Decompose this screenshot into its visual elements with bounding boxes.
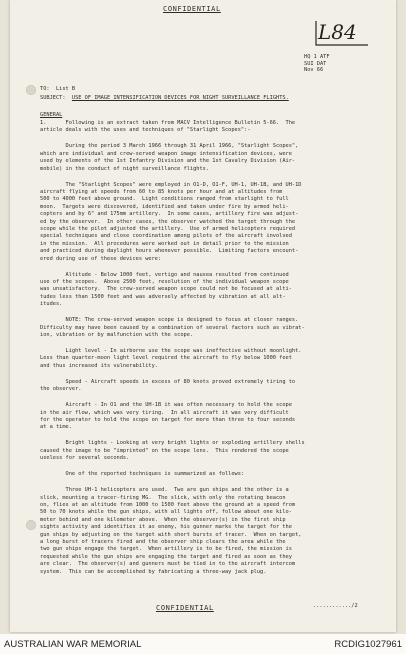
paragraph-line: ed by the observer. In other cases, the observer watched the target through the bbox=[40, 218, 296, 225]
handwritten-folio-number: L84 bbox=[318, 20, 357, 44]
paragraph-line: copters and by 6" and 175mm artillery. In some cases, artillery fire was adjust- bbox=[40, 211, 299, 218]
paragraph-line: on, flies at an altitude from 1000 to 1500 feet above the ground at a speed from bbox=[40, 502, 296, 508]
paragraph-line: Difficulty may have been caused by a combination of several factors such as vibrat- bbox=[40, 324, 305, 331]
reference-line: HQ 1 ATF bbox=[304, 54, 330, 60]
paragraph-line: 50 to 70 knots while the gun ships, with all lights off, follow about one kilo- bbox=[40, 509, 292, 516]
paragraph-line: Bright lights - Looking at very bright lights or exploding artillery shells bbox=[40, 440, 305, 447]
paragraph-line: useless for several seconds. bbox=[40, 455, 130, 462]
paragraph-line: in the mission. All procedures were worked out in detail prior to the mission bbox=[40, 240, 289, 247]
paragraph-line: The "Starlight Scopes" were employed in O1-D, O1-F, UH-1, UH-1B, and UH-1D bbox=[40, 181, 302, 188]
continuation-marker: ............/2 bbox=[313, 603, 358, 609]
reference-line: SUI DAT bbox=[304, 60, 327, 67]
paragraph-line: Aircraft - In O1 and the UH-1B it was often necessary to hold the scope bbox=[40, 402, 292, 409]
paragraph-line: scope while the pilot adjusted the artillery. Use of armed helicopters required bbox=[40, 226, 296, 232]
paragraph-line: requested while the gun ships are engaging the target and fired as soon as they bbox=[40, 553, 292, 560]
paragraph-line: at a time. bbox=[40, 424, 72, 431]
subject-text: USE OF IMAGE INTENSIFICATION DEVICES FOR NIGHT SURVEILLANCE FLIGHTS. bbox=[71, 95, 289, 101]
paragraph-line: During the period 3 March 1966 through 31 April 1966, "Starlight Scopes", bbox=[40, 143, 299, 150]
subject-line bbox=[40, 95, 289, 102]
paragraph-line: was unsatisfactory. The crew-served weapon scope could not be focused at alti- bbox=[40, 286, 292, 293]
paragraph-line: 1. Following is an extract taken from MACV Intelligence Bulletin 5-66. The bbox=[40, 120, 296, 126]
paragraph-line: and practiced during daylight hours whenever possible. Limiting factors encount- bbox=[40, 248, 299, 255]
paragraph-line: and thus increased its vulnerability. bbox=[40, 362, 158, 369]
paragraph-line: a long burst of tracers fired and the observer ship clears the area while the bbox=[40, 539, 286, 545]
paragraph-line: 500 to 4000 feet above ground. Light conditions ranged from starlight to full bbox=[40, 196, 289, 203]
paragraph-line: slick, mounting a tracer-firing MG. The slick, with only the rotating beacon bbox=[40, 494, 286, 501]
subject-label: SUBJECT: bbox=[40, 95, 66, 101]
classification-header: CONFIDENTIAL bbox=[163, 5, 221, 13]
paragraph-line: special techniques and close coordination among pilots of the aircraft involved bbox=[40, 233, 292, 240]
paragraph-line: in the air flow, which was very tiring. In all aircraft it was very difficult bbox=[40, 409, 289, 416]
paragraph-line: meter behind and one kilometer above. When the observer(s) in the first ship bbox=[40, 516, 286, 523]
paragraph-line: ered during use of these devices were: bbox=[40, 255, 162, 262]
archive-footer bbox=[0, 634, 406, 654]
archive-name: AUSTRALIAN WAR MEMORIAL bbox=[4, 639, 142, 650]
paragraph-line: itudes. bbox=[40, 301, 63, 308]
paragraph-line: system. This can be accomplished by fabricating a three-way jack plug. bbox=[40, 568, 267, 575]
paragraph-line: caused the image to be "imprinted" on the scope lens. This rendered the scope bbox=[40, 447, 289, 454]
paragraph-line: tudes less than 1500 feet and was adversely affected by vibration at all alt- bbox=[40, 293, 286, 300]
paragraph-line: Altitude - Below 1000 feet, vertigo and nausea resulted from continued bbox=[40, 271, 289, 278]
paragraph-line: Less than quarter-moon light level required the aircraft to fly below 1000 feet bbox=[40, 355, 292, 362]
section-heading-general: GENERAL bbox=[40, 112, 63, 118]
paragraph-line: two gun ships engage the target. When artillery is to be fired, the mission is bbox=[40, 546, 292, 553]
punch-hole bbox=[26, 520, 36, 530]
paragraph-line: gun ships by adjusting on the target with short bursts of tracer. When on target, bbox=[40, 531, 302, 538]
paragraph-line: sights activity and identifies it as enemy, his gunner marks the target for the bbox=[40, 524, 292, 531]
paragraph-line: Light level - In airborne use the scope was ineffective without moonlight. bbox=[40, 348, 302, 354]
archive-reference: RCDIG1027961 bbox=[334, 639, 402, 650]
reference-line: Nov 66 bbox=[304, 67, 324, 74]
paragraph-line: NOTE: The crew-served weapon scope is designed to focus at closer ranges. bbox=[40, 317, 299, 324]
reference-block bbox=[304, 54, 330, 74]
paragraph-line: are clear. The observer(s) and gunners must be tied in to the aircraft intercom bbox=[40, 561, 296, 568]
paragraph-line: Speed - Aircraft speeds in excess of 80 knots proved extremely tiring to bbox=[40, 378, 296, 385]
paragraph-line: for the operator to hold the scope on target for more than three to four seconds bbox=[40, 417, 296, 423]
to-line: TO: List B bbox=[40, 86, 76, 92]
paragraph-line: the observer. bbox=[40, 386, 82, 393]
paragraph-line: used by elements of the 1st Infantry Division and the 1st Cavalry Division (Air- bbox=[40, 158, 296, 165]
classification-footer: CONFIDENTIAL bbox=[156, 604, 214, 612]
paragraph-line: moon. Targets were discovered, identified and taken under fire by armed heli- bbox=[40, 203, 289, 210]
punch-hole bbox=[26, 85, 36, 95]
paragraph-line: use of the scopes. Above 2500 feet, resolution of the individual weapon scope bbox=[40, 279, 289, 285]
handwritten-mark bbox=[312, 19, 372, 49]
paragraph-line: article deals with the uses and techniques of "Starlight Scopes":- bbox=[40, 127, 251, 134]
paragraph-line: which are individual and crew-served weapon image intensification devices, were bbox=[40, 150, 292, 157]
paragraph-line: ion, vibration or by malfunction with the scope. bbox=[40, 332, 194, 338]
paragraph-line: aircraft flying at speeds from 60 to 85 knots per hour and at altitudes from bbox=[40, 189, 283, 195]
paragraph-line: mobile) in the conduct of night surveillance flights. bbox=[40, 165, 210, 172]
paragraph-line: One of the reported techniques is summarized as follows: bbox=[40, 471, 245, 478]
paragraph-line: Three UH-1 helicopters are used. Two are gun ships and the other is a bbox=[40, 487, 289, 494]
